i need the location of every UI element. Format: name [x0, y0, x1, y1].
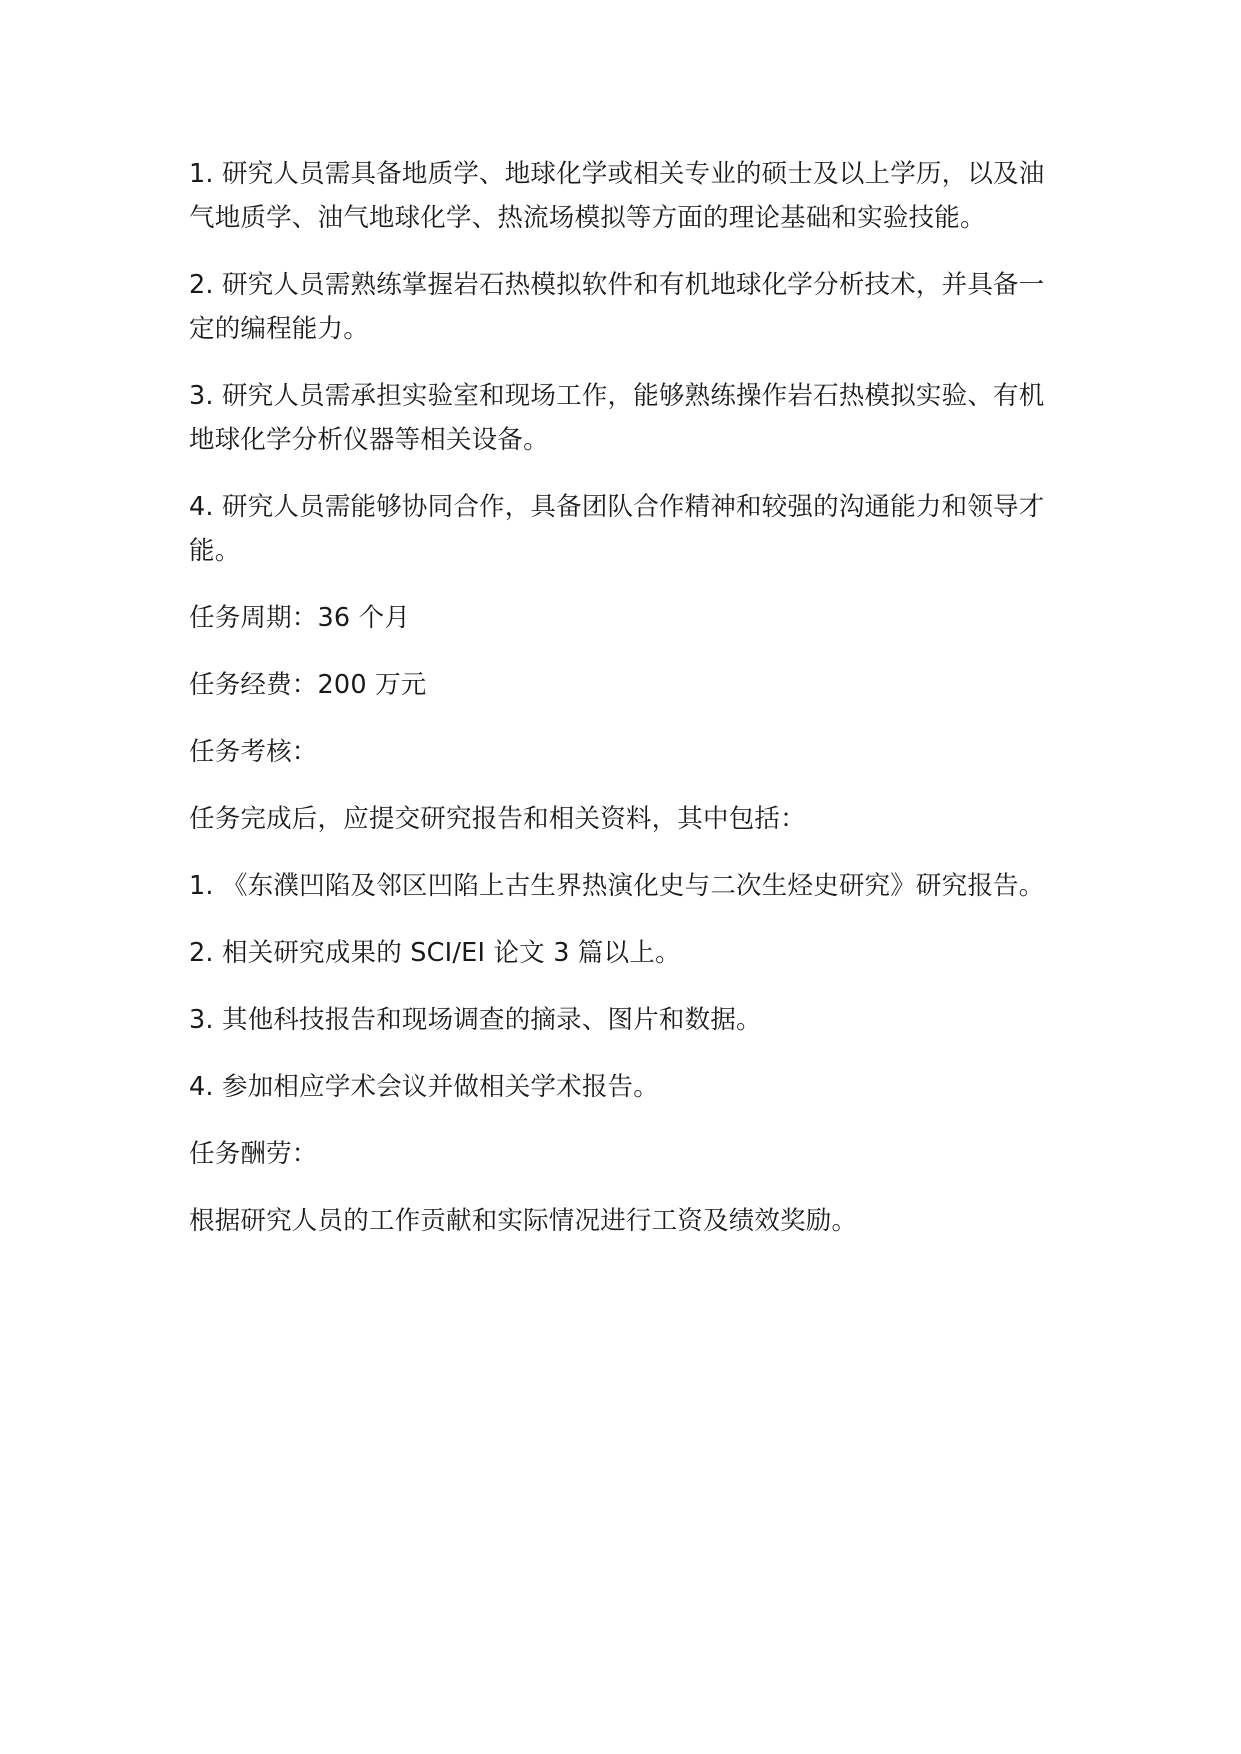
requirement-item-2: 2. 研究人员需熟练掌握岩石热模拟软件和有机地球化学分析技术，并具备一定的编程能力。 [189, 270, 1045, 344]
assessment-heading: 任务考核： [189, 737, 318, 767]
deliverable-item-3: 3. 其他科技报告和现场调查的摘录、图片和数据。 [189, 1005, 762, 1035]
remuneration-text: 根据研究人员的工作贡献和实际情况进行工资及绩效奖励。 [189, 1206, 858, 1236]
remuneration-heading: 任务酬劳： [189, 1139, 318, 1169]
deliverable-item-1: 1. 《东濮凹陷及邻区凹陷上古生界热演化史与二次生烃史研究》研究报告。 [189, 871, 1045, 901]
assessment-intro: 任务完成后，应提交研究报告和相关资料，其中包括： [189, 804, 806, 834]
deliverable-item-4: 4. 参加相应学术会议并做相关学术报告。 [189, 1072, 659, 1102]
requirement-item-1: 1. 研究人员需具备地质学、地球化学或相关专业的硕士及以上学历，以及油气地质学、油气地球化学、热流场模拟等方面的理论基础和实验技能。 [189, 159, 1045, 233]
task-period: 任务周期：36 个月 [189, 603, 411, 633]
deliverable-item-2: 2. 相关研究成果的 SCI/EI 论文 3 篇以上。 [189, 938, 681, 968]
requirement-item-3: 3. 研究人员需承担实验室和现场工作，能够熟练操作岩石热模拟实验、有机地球化学分析仪器等相关设备。 [189, 381, 1045, 455]
task-funding: 任务经费：200 万元 [189, 670, 427, 700]
document-body [189, 152, 1049, 1266]
requirement-item-4: 4. 研究人员需能够协同合作，具备团队合作精神和较强的沟通能力和领导才能。 [189, 492, 1045, 566]
